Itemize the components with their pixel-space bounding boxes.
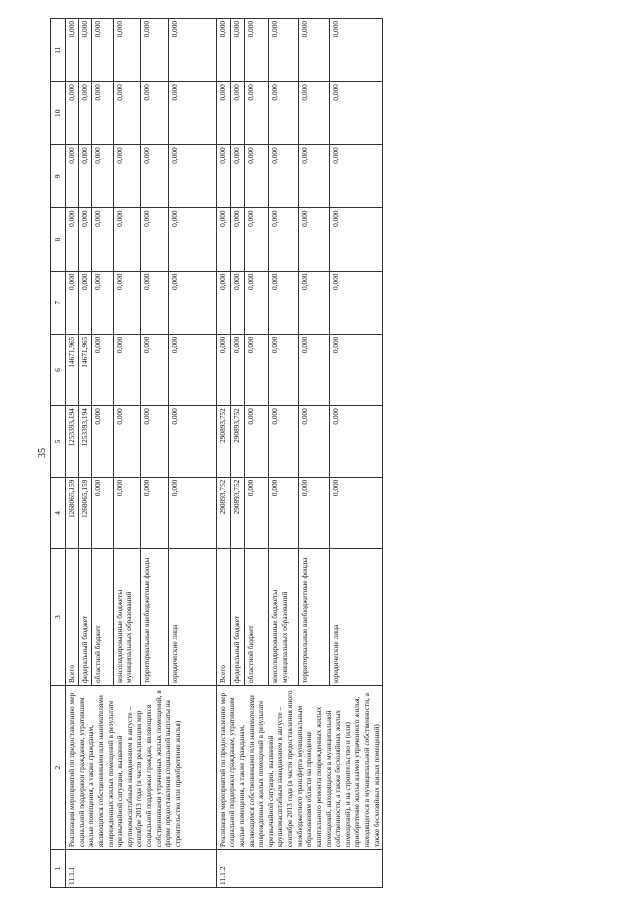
- amount-cell: 0,000: [230, 145, 244, 208]
- amount-cell: 0,000: [91, 82, 113, 145]
- amount-cell: 0,000: [140, 82, 168, 145]
- amount-cell: 0,000: [113, 271, 140, 334]
- amount-cell: 290893,752: [230, 477, 244, 549]
- amount-cell: 0,000: [66, 145, 79, 208]
- amount-cell: 0,000: [216, 19, 230, 82]
- amount-cell: 0,000: [299, 208, 330, 271]
- amount-cell: 0,000: [230, 208, 244, 271]
- amount-cell: 0,000: [330, 406, 383, 478]
- amount-cell: 290893,752: [216, 406, 230, 478]
- amount-cell: 0,000: [330, 145, 383, 208]
- amount-cell: 0,000: [230, 82, 244, 145]
- amount-cell: 0,000: [269, 477, 299, 549]
- table-body: [51, 19, 383, 888]
- amount-cell: 0,000: [78, 208, 91, 271]
- amount-cell: 0,000: [168, 19, 216, 82]
- amount-cell: 0,000: [299, 334, 330, 406]
- table-row: [216, 19, 230, 888]
- amount-cell: 0,000: [66, 19, 79, 82]
- amount-cell: 0,000: [244, 271, 268, 334]
- amount-cell: 0,000: [299, 477, 330, 549]
- amount-cell: 0,000: [168, 334, 216, 406]
- amount-cell: 0,000: [78, 145, 91, 208]
- amount-cell: 0,000: [330, 208, 383, 271]
- funding-source: консолидированные бюджеты муниципальных образований: [269, 549, 299, 686]
- funding-source: юридические лица: [330, 549, 383, 686]
- amount-cell: 0,000: [140, 334, 168, 406]
- amount-cell: 0,000: [91, 19, 113, 82]
- amount-cell: 290893,752: [230, 406, 244, 478]
- amount-cell: 0,000: [330, 477, 383, 549]
- amount-cell: 0,000: [91, 406, 113, 478]
- amount-cell: 0,000: [140, 19, 168, 82]
- funding-source: федеральный бюджет: [230, 549, 244, 686]
- column-number: 7: [51, 271, 66, 334]
- amount-cell: 0,000: [244, 477, 268, 549]
- amount-cell: 0,000: [168, 82, 216, 145]
- funding-source: федеральный бюджет: [78, 549, 91, 686]
- amount-cell: 0,000: [216, 82, 230, 145]
- amount-cell: 1253393,194: [78, 406, 91, 478]
- amount-cell: 0,000: [269, 208, 299, 271]
- amount-cell: 0,000: [244, 82, 268, 145]
- amount-cell: 14671,965: [66, 334, 79, 406]
- amount-cell: 0,000: [216, 145, 230, 208]
- amount-cell: 0,000: [244, 334, 268, 406]
- amount-cell: 0,000: [91, 208, 113, 271]
- amount-cell: 0,000: [269, 82, 299, 145]
- column-number: 9: [51, 145, 66, 208]
- amount-cell: 0,000: [91, 271, 113, 334]
- funding-source: Всего: [66, 549, 79, 686]
- amount-cell: 0,000: [113, 208, 140, 271]
- amount-cell: 0,000: [168, 145, 216, 208]
- column-number: 11: [51, 19, 66, 82]
- amount-cell: 0,000: [330, 19, 383, 82]
- amount-cell: 0,000: [216, 271, 230, 334]
- amount-cell: 0,000: [330, 271, 383, 334]
- column-number-row: [51, 19, 66, 888]
- amount-cell: 0,000: [113, 406, 140, 478]
- rotated-page: [50, 18, 640, 888]
- section-code: 11.1.2: [216, 850, 383, 888]
- amount-cell: 0,000: [140, 271, 168, 334]
- amount-cell: 0,000: [244, 406, 268, 478]
- amount-cell: 0,000: [269, 406, 299, 478]
- column-number: 8: [51, 208, 66, 271]
- column-number: 1: [51, 850, 66, 888]
- funding-source: Всего: [216, 549, 230, 686]
- amount-cell: 0,000: [269, 145, 299, 208]
- amount-cell: 0,000: [230, 334, 244, 406]
- amount-cell: 1268065,159: [66, 477, 79, 549]
- amount-cell: 0,000: [269, 19, 299, 82]
- column-number: 3: [51, 549, 66, 686]
- amount-cell: 0,000: [230, 19, 244, 82]
- amount-cell: 0,000: [78, 82, 91, 145]
- amount-cell: 0,000: [66, 271, 79, 334]
- column-number: 2: [51, 686, 66, 850]
- amount-cell: 0,000: [91, 145, 113, 208]
- amount-cell: 0,000: [269, 334, 299, 406]
- amount-cell: 14671,965: [78, 334, 91, 406]
- amount-cell: 0,000: [113, 19, 140, 82]
- amount-cell: 0,000: [66, 208, 79, 271]
- amount-cell: 0,000: [91, 334, 113, 406]
- funding-source: областной бюджет: [91, 549, 113, 686]
- amount-cell: 1253393,194: [66, 406, 79, 478]
- amount-cell: 0,000: [113, 477, 140, 549]
- funding-source: юридические лица: [168, 549, 216, 686]
- amount-cell: 0,000: [168, 406, 216, 478]
- amount-cell: 0,000: [330, 82, 383, 145]
- budget-table: [50, 18, 383, 888]
- amount-cell: 0,000: [230, 271, 244, 334]
- amount-cell: 0,000: [299, 406, 330, 478]
- amount-cell: 0,000: [140, 208, 168, 271]
- amount-cell: 0,000: [66, 82, 79, 145]
- amount-cell: 0,000: [113, 145, 140, 208]
- page-number: 35: [37, 448, 48, 458]
- funding-source: территориальные внебюджетные фонды: [140, 549, 168, 686]
- table-row: [66, 19, 79, 888]
- amount-cell: 0,000: [269, 271, 299, 334]
- section-code: 11.1.1: [66, 850, 217, 888]
- column-number: 6: [51, 334, 66, 406]
- funding-source: территориальные внебюджетные фонды: [299, 549, 330, 686]
- amount-cell: 0,000: [140, 406, 168, 478]
- funding-source: консолидированные бюджеты муниципальных образований: [113, 549, 140, 686]
- funding-source: областной бюджет: [244, 549, 268, 686]
- amount-cell: 0,000: [244, 208, 268, 271]
- amount-cell: 0,000: [168, 271, 216, 334]
- column-number: 10: [51, 82, 66, 145]
- amount-cell: 0,000: [113, 334, 140, 406]
- amount-cell: 0,000: [299, 271, 330, 334]
- column-number: 5: [51, 406, 66, 478]
- section-description: Реализация мероприятий по предоставлению мер социальной поддержки гражданам, утратившим жилые помещения, а также гражданам, являющимся собственниками или нанимателями поврежденных жилых помещений в результате чрезвычайной ситуации, вызванной крупномасштабным наводнением в августе – сентябре 2013 года (в части реализации мер социальной поддержки граждан, являющихся собственниками утраченных жилых помещений, в форме предоставления социальной выплаты на строительство или приобретение жилья): [66, 686, 217, 850]
- amount-cell: 0,000: [78, 271, 91, 334]
- amount-cell: 0,000: [244, 19, 268, 82]
- amount-cell: 0,000: [299, 82, 330, 145]
- amount-cell: 0,000: [91, 477, 113, 549]
- amount-cell: 0,000: [113, 82, 140, 145]
- amount-cell: 290893,752: [216, 477, 230, 549]
- amount-cell: 0,000: [168, 208, 216, 271]
- amount-cell: 0,000: [140, 145, 168, 208]
- amount-cell: 0,000: [168, 477, 216, 549]
- amount-cell: 0,000: [244, 145, 268, 208]
- amount-cell: 0,000: [216, 208, 230, 271]
- amount-cell: 0,000: [140, 477, 168, 549]
- amount-cell: 0,000: [330, 334, 383, 406]
- section-description: Реализация мероприятий по предоставлению мер социальной поддержки гражданам, утратившим жилые помещения, а также гражданам, являющимся собственниками или нанимателями поврежденных жилых помещений в результате чрезвычайной ситуации, вызванной крупномасштабным наводнением в августе – сентябре 2013 года (в части предоставления иного межбюджетного трансферта муниципальным образованиям области на проведение капитального ремонта поврежденных жилых помещений, находящихся в муниципальной собственности, а также бесхозяйных жилых помещений), и на строительство и (или) приобретение жилья взамен утраченного жилья, находящегося в муниципальной собственности, а также бесхозяйных жилых помещений): [216, 686, 383, 850]
- amount-cell: 1268065,159: [78, 477, 91, 549]
- amount-cell: 0,000: [299, 145, 330, 208]
- column-number: 4: [51, 477, 66, 549]
- amount-cell: 0,000: [78, 19, 91, 82]
- amount-cell: 0,000: [216, 334, 230, 406]
- amount-cell: 0,000: [299, 19, 330, 82]
